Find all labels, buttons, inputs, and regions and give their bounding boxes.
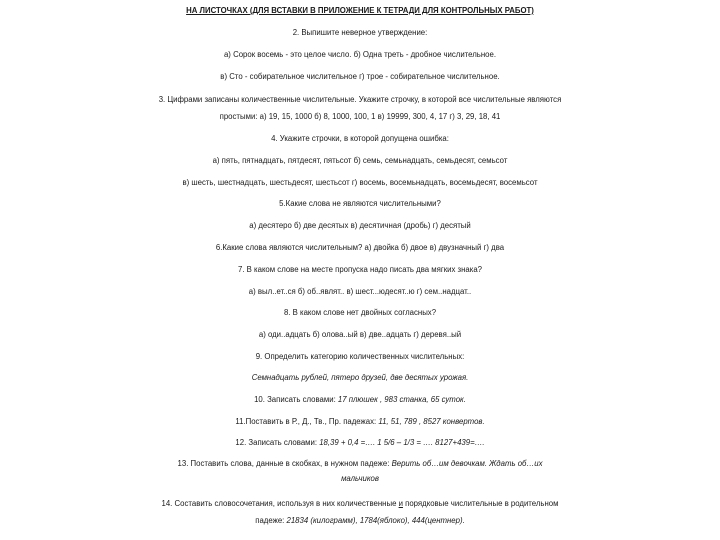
q14-label: падеже: [255,516,287,525]
q10-label: 10. Записать словами: [254,395,338,404]
q7-options: а) выл..ет..ся б) об..являт.. в) шест...юдесят..ю г) сем..надцат.. [248,287,472,296]
q13-line2: мальчиков [341,474,379,483]
q2-title: 2. Выпишите неверное утверждение: [292,28,428,37]
q9-title: 9. Определить категорию количественных числительных: [255,352,465,361]
q2-options-line2: в) Сто - собирательное числительное г) трое - собирательное числительное. [220,72,500,81]
q4-options-line2: в) шесть, шестнадцать, шестьдесят, шестьсот г) восемь, восемьнадцать, восемьдесят, восемьсот [182,178,538,187]
q14-text-after: порядковые числительные в родительном [402,499,559,508]
q3-line2: простыми: а) 19, 15, 1000 б) 8, 1000, 100, 1 в) 19999, 300, 4, 17 г) 3, 29, 18, 41 [219,112,501,121]
q11-line [0,414,720,429]
q10-line [0,392,720,407]
q11-text: 11, 51, 789 , 8527 конвертов. [378,417,485,426]
q5-title: 5.Какие слова не являются числительными? [279,199,441,208]
q5-options: а) десятеро б) две десятых в) десятичная (дробь) г) десятый [249,221,471,230]
q11-label: 11.Поставить в Р., Д., Тв., Пр. падежах: [235,417,379,426]
q6-line: 6.Какие слова являются числительным? а) двойка б) двое в) двузначный г) два [215,243,505,252]
q14-underlined-word: и [398,499,403,508]
q13-text: Верить об…им девочкам. Ждать об…их [391,459,543,468]
q14-text: 21834 (килограмм), 1784(яблоко), 444(центнер). [286,516,465,525]
q14-line1 [0,496,720,511]
q13-label: 13. Поставить слова, данные в скобках, в нужном падеже: [177,459,392,468]
q14-text-before: 14. Составить словосочетания, используя в них количественные [161,499,399,508]
q2-options-line1: а) Сорок восемь - это целое число. б) Одна треть - дробное числительное. [223,50,497,59]
q13-line1 [0,456,720,471]
q8-options: а) оди..адцать б) олова..ый в) две..адцать г) деревя..ый [258,330,462,339]
page-header: НА ЛИСТОЧКАХ (ДЛЯ ВСТАВКИ В ПРИЛОЖЕНИЕ К ТЕТРАДИ ДЛЯ КОНТРОЛЬНЫХ РАБОТ) [186,6,534,15]
q12-text: 18,39 + 0,4 =…. 1 5/6 – 1/3 = …. 8127+439=…. [319,438,485,447]
q12-label: 12. Записать словами: [235,438,320,447]
q7-title: 7. В каком слове на месте пропуска надо писать два мягких знака? [237,265,482,274]
q3-line1: 3. Цифрами записаны количественные числительные. Укажите строчку, в которой все числительные являются [158,95,562,104]
q10-text: 17 плюшек , 983 станка, 65 суток. [337,395,466,404]
q4-options-line1: а) пять, пятнадцать, пятдесят, пятьсот б) семь, семьнадцать, семьдесят, семьсот [212,156,508,165]
q9-phrase: Семнадцать рублей, пятеро друзей, две десятых урожая. [251,373,469,382]
q4-title: 4. Укажите строчки, в которой допущена ошибка: [271,134,449,143]
q14-line2 [0,513,720,528]
q12-line [0,435,720,450]
q8-title: 8. В каком слове нет двойных согласных? [283,308,437,317]
